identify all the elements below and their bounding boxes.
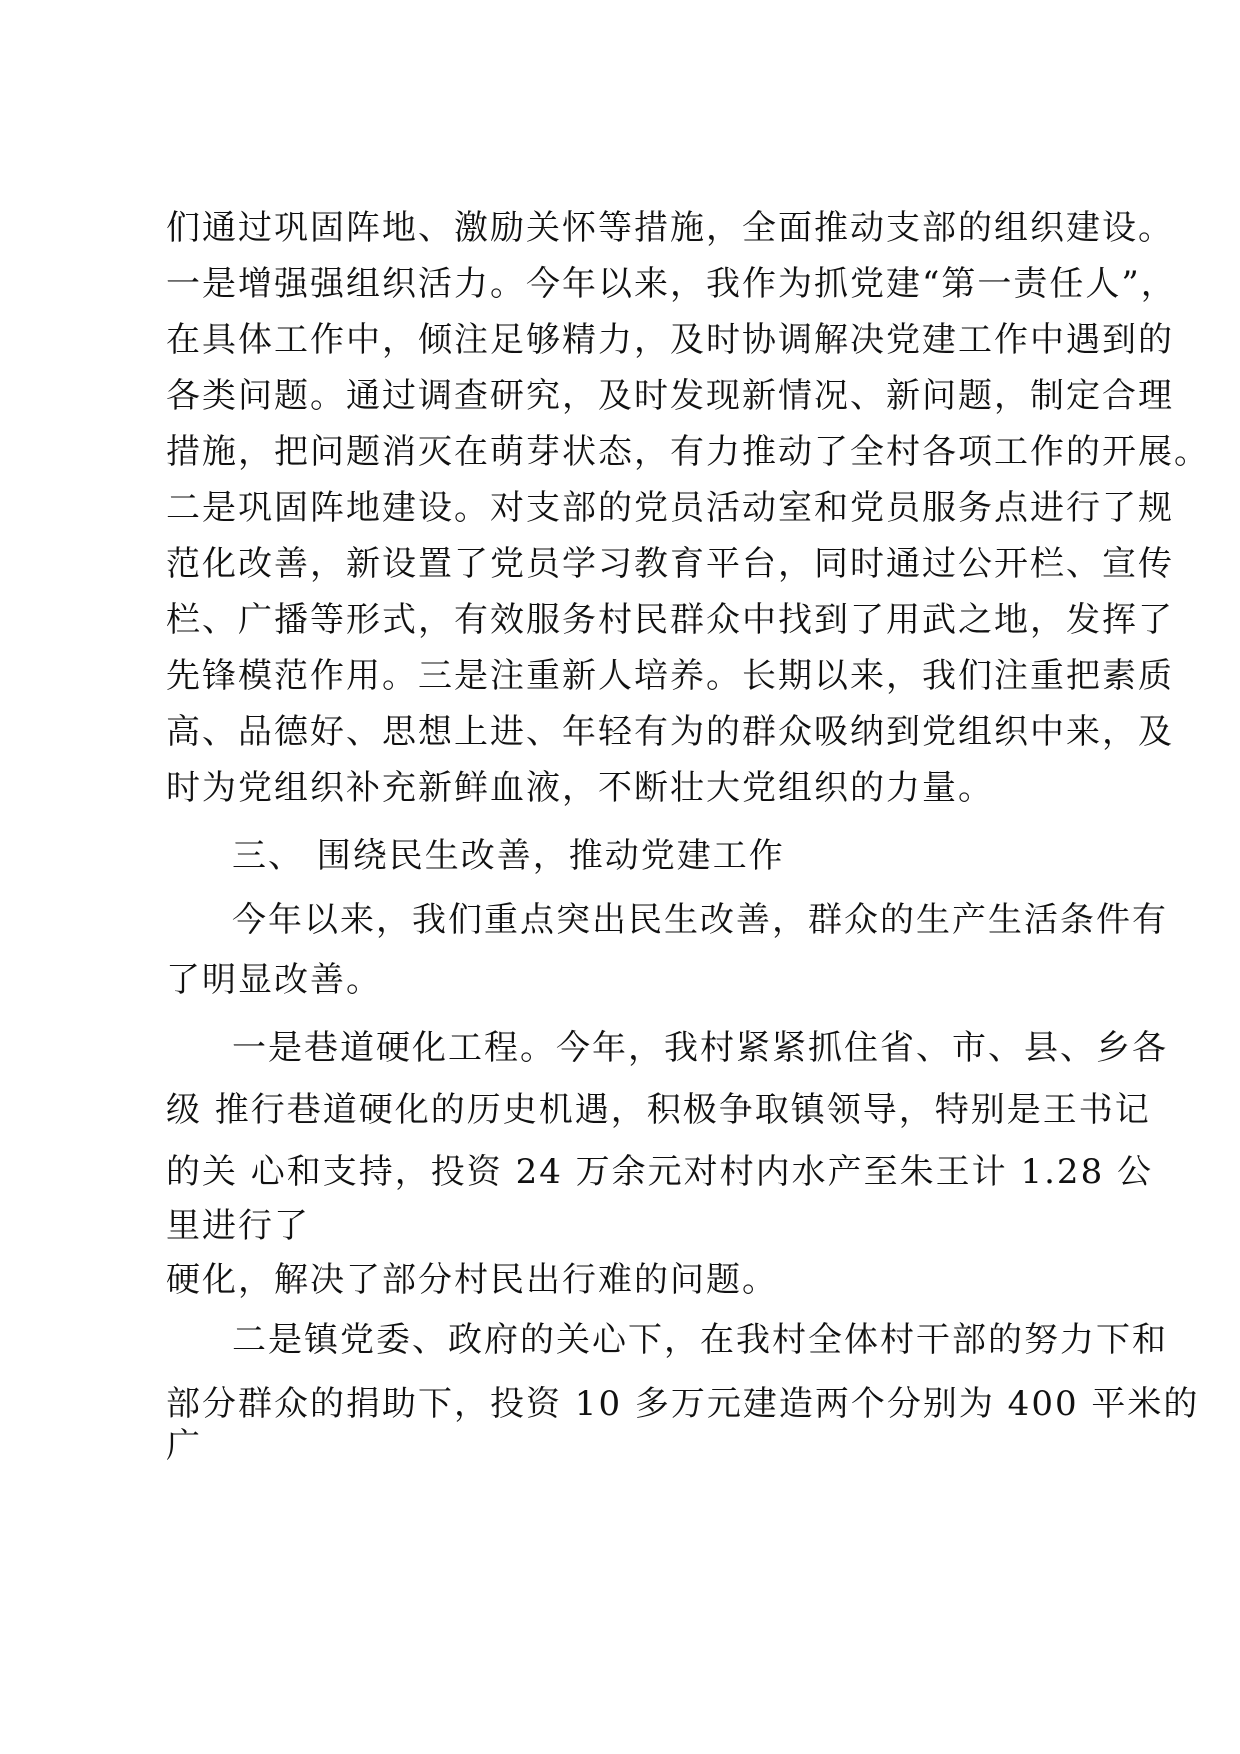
body-text-line: 各类问题。通过调查研究，及时发现新情况、新问题，制定合理 [166,376,1174,416]
body-text-line: 在具体工作中，倾注足够精力，及时协调解决党建工作中遇到的 [166,320,1174,360]
body-text-line: 二是巩固阵地建设。对支部的党员活动室和党员服务点进行了规 [166,488,1174,528]
body-text-line: 高、品德好、思想上进、年轻有为的群众吸纳到党组织中来，及 [166,712,1174,752]
paragraph-first-line: 今年以来，我们重点突出民生改善，群众的生产生活条件有 [232,900,1168,940]
paragraph-first-line: 二是镇党委、政府的关心下，在我村全体村干部的努力下和 [232,1320,1168,1360]
body-text-line: 时为党组织补充新鲜血液，不断壮大党组织的力量。 [166,768,994,808]
body-text-line: 们通过巩固阵地、激励关怀等措施，全面推动支部的组织建设。 [166,208,1174,248]
body-text-line: 栏、广播等形式，有效服务村民群众中找到了用武之地，发挥了 [166,600,1174,640]
body-text-line: 的关 心和支持，投资 24 万余元对村内水产至朱王计 1.28 公 [166,1152,1154,1192]
paragraph-first-line: 一是巷道硬化工程。今年，我村紧紧抓住省、市、县、乡各 [232,1028,1168,1068]
body-text-line: 里进行了 [166,1206,310,1246]
body-text-line: 硬化，解决了部分村民出行难的问题。 [166,1260,778,1300]
body-text-line: 部分群众的捐助下，投资 10 多万元建造两个分别为 400 平米的 [166,1384,1200,1424]
body-text-line: 广 [166,1426,202,1466]
body-text-line: 了明显改善。 [166,960,382,1000]
body-text-line: 措施，把问题消灭在萌芽状态，有力推动了全村各项工作的开展。 [166,432,1210,472]
section-heading: 三、 围绕民生改善，推动党建工作 [232,836,785,876]
body-text-line: 级 推行巷道硬化的历史机遇，积极争取镇领导，特别是王书记 [166,1090,1151,1130]
body-text-line: 一是增强强组织活力。今年以来，我作为抓党建“第一责任人”， [166,264,1177,304]
body-text-line: 先锋模范作用。三是注重新人培养。长期以来，我们注重把素质 [166,656,1174,696]
body-text-line: 范化改善，新设置了党员学习教育平台，同时通过公开栏、宣传 [166,544,1174,584]
